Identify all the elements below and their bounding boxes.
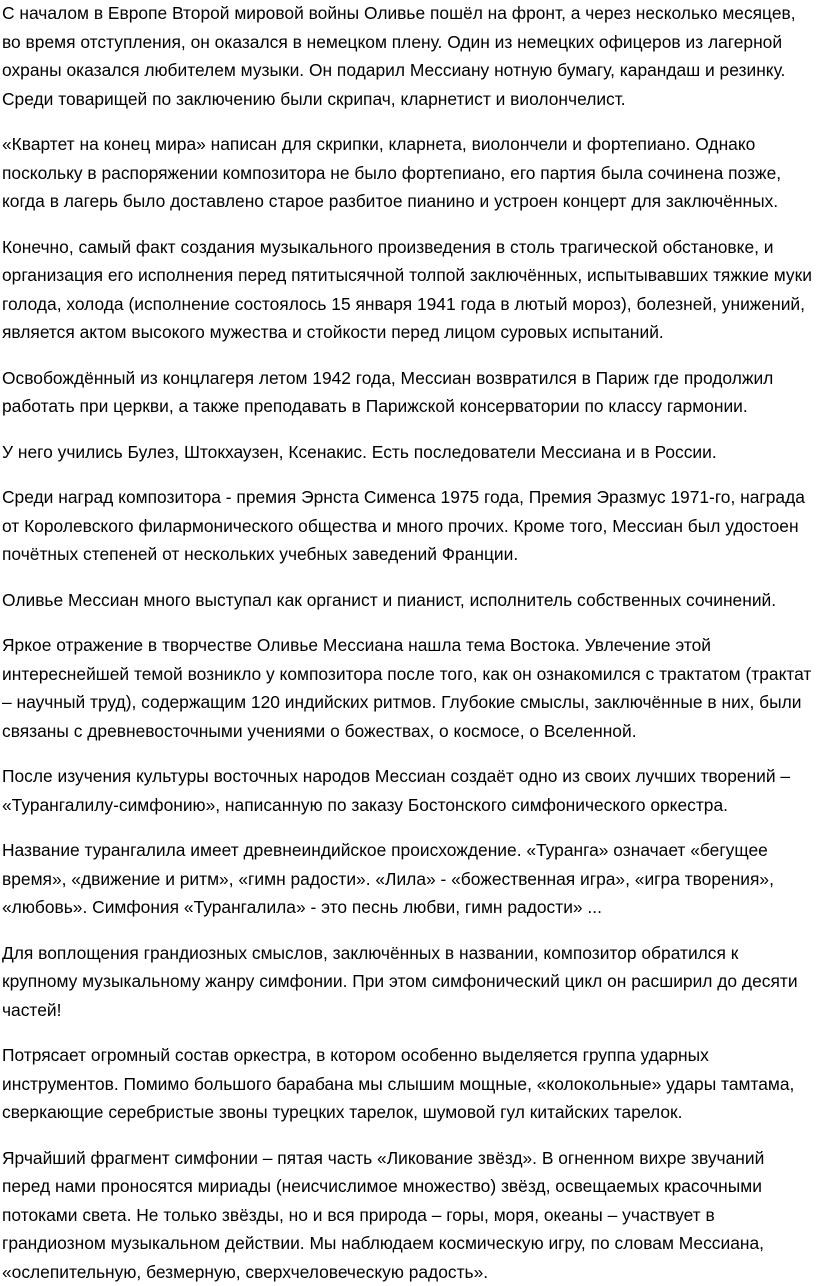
paragraph-4: Освобождённый из концлагеря летом 1942 года, Мессиан возвратился в Париж где продолжил работать при церкви, а также преподавать в Парижской консерватории по классу гармонии. <box>2 364 816 421</box>
paragraph-2: «Квартет на конец мира» написан для скрипки, кларнета, виолончели и фортепиано. Однако поскольку в распоряжении композитора не было фортепиано, его партия была сочинена позже, когда в лагерь было доставлено старое разбитое пианино и устроен концерт для заключённых. <box>2 130 816 216</box>
paragraph-9: После изучения культуры восточных народов Мессиан создаёт одно из своих лучших творений – «Турангалилу-симфонию», написанную по заказу Бостонского симфонического оркестра. <box>2 762 816 819</box>
paragraph-3: Конечно, самый факт создания музыкального произведения в столь трагической обстановке, и организация его исполнения перед пятитысячной толпой заключённых, испытывавших тяжкие муки голода, холода (исполнение состоялось 15 января 1941 года в лютый мороз), болезней, унижений, является актом высокого мужества и стойкости перед лицом суровых испытаний. <box>2 233 816 347</box>
paragraph-10: Название турангалила имеет древнеиндийское происхождение. «Туранга» означает «бегущее время», «движение и ритм», «гимн радости». «Лила» - «божественная игра», «игра творения», «любовь». Симфония «Турангалила» - это песнь любви, гимн радости» ... <box>2 836 816 922</box>
paragraph-12: Потрясает огромный состав оркестра, в котором особенно выделяется группа ударных инструментов. Помимо большого барабана мы слышим мощные, «колокольные» удары тамтама, сверкающие серебристые звоны турецких тарелок, шумовой гул китайских тарелок. <box>2 1041 816 1127</box>
paragraph-8: Яркое отражение в творчестве Оливье Мессиана нашла тема Востока. Увлечение этой интереснейшей темой возникло у композитора после того, как он ознакомился с трактатом (трактат – научный труд), содержащим 120 индийских ритмов. Глубокие смыслы, заключённые в них, были связаны с древневосточными учениями о божествах, о космосе, о Вселенной. <box>2 631 816 745</box>
paragraph-11: Для воплощения грандиозных смыслов, заключённых в названии, композитор обратился к крупному музыкальному жанру симфонии. При этом симфонический цикл он расширил до десяти частей! <box>2 939 816 1025</box>
paragraph-6: Среди наград композитора - премия Эрнста Сименса 1975 года, Премия Эразмус 1971-го, награда от Королевского филармонического общества и много прочих. Кроме того, Мессиан был удостоен почётных степеней от нескольких учебных заведений Франции. <box>2 483 816 569</box>
paragraph-5: У него учились Булез, Штокхаузен, Ксенакис. Есть последователи Мессиана и в России. <box>2 438 816 467</box>
paragraph-1: С началом в Европе Второй мировой войны Оливье пошёл на фронт, а через несколько месяцев, во время отступления, он оказался в немецком плену. Один из немецких офицеров из лагерной охраны оказался любителем музыки. Он подарил Мессиану нотную бумагу, карандаш и резинку. Среди товарищей по заключению были скрипач, кларнетист и виолончелист. <box>2 0 816 113</box>
paragraph-7: Оливье Мессиан много выступал как органист и пианист, исполнитель собственных сочинений. <box>2 586 816 615</box>
paragraph-13: Ярчайший фрагмент симфонии – пятая часть «Ликование звёзд». В огненном вихре звучаний перед нами проносятся мириады (неисчислимое множество) звёзд, освещаемых красочными потоками света. Не только звёзды, но и вся природа – горы, моря, океаны – участвует в грандиозном музыкальном действии. Мы наблюдаем космическую игру, по словам Мессиана, «ослепительную, безмерную, сверхчеловеческую радость». <box>2 1144 816 1286</box>
